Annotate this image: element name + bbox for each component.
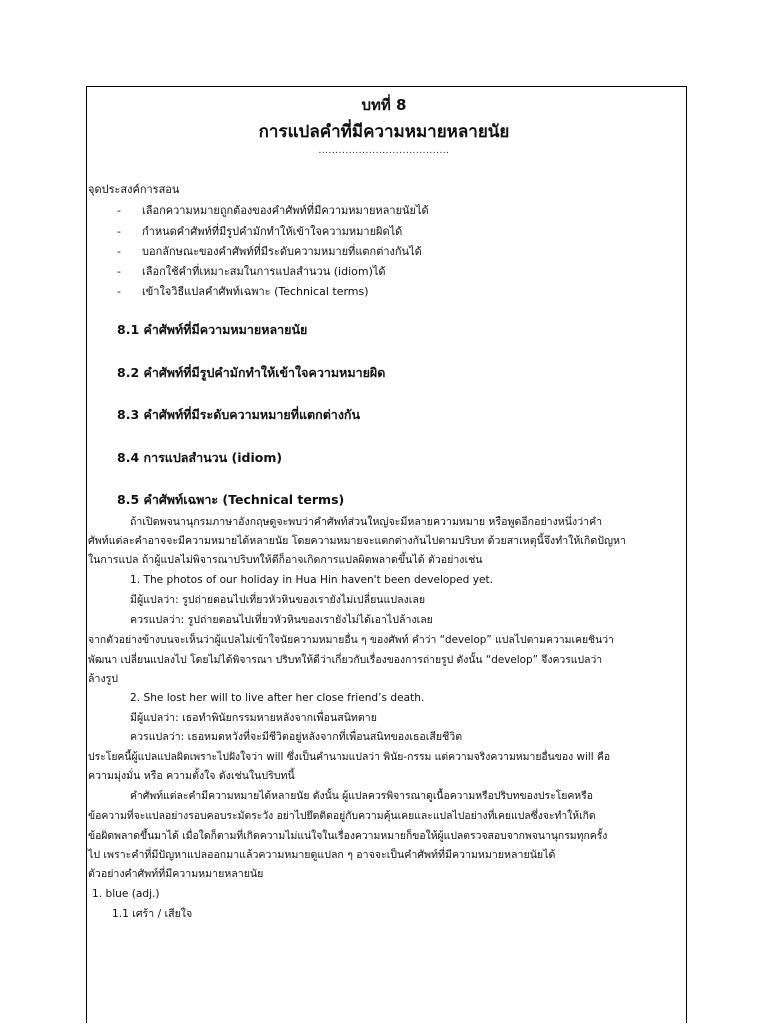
body-line: จากตัวอย่างข้างบนจะเห็นว่าผู้แปลไม่เข้าใจนัยความหมายอื่น ๆ ของศัพท์ คำว่า “develop” แปลไปตามความเคยชินว่า xyxy=(88,634,614,646)
objective-item: บอกลักษณะของคำศัพท์ที่มีระดับความหมายที่แตกต่างกันได้ xyxy=(142,245,422,258)
chapter-number: บทที่ 8 xyxy=(361,96,407,114)
section-heading-8-1: 8.1 คำศัพท์ที่มีความหมายหลายนัย xyxy=(117,322,308,337)
body-line: ไป เพราะคำที่มีปัญหาแปลออกมาแล้วความหมายดูแปลก ๆ อาจจะเป็นคำศัพท์ที่มีความหมายหลายนัยได้ xyxy=(88,849,556,861)
body-line: ถ้าเปิดพจนานุกรมภาษาอังกฤษดูจะพบว่าคำศัพท์ส่วนใหญ่จะมีหลายความหมาย หรือพูดอีกอย่างหนึ่งว่าคำ xyxy=(130,516,603,528)
wrong-translation-1: มีผู้แปลว่า: รูปถ่ายตอนไปเที่ยวหัวหินของเรายังไม่เปลี่ยนแปลงเลย xyxy=(130,594,426,606)
body-line: ความมุ่งมั่น หรือ ความตั้งใจ ดังเช่นในปริบทนี้ xyxy=(88,770,295,782)
body-line: พัฒนา เปลี่ยนแปลงไป โดยไม่ได้พิจารณา ปริบทให้ดีว่าเกี่ยวกับเรื่องของการถ่ายรูป ดังนั้น “develop” จึงควรแปลว่า xyxy=(88,654,603,666)
bullet-dash: - xyxy=(117,245,121,258)
body-line: ข้อความที่จะแปลอย่างรอบคอบระมัดระวัง อย่าไปยึดติดอยู่กับความคุ้นเคยและแปลไปอย่างที่เคยแปลซึ่งจะทำให้เกิด xyxy=(88,810,596,822)
section-heading-8-4: 8.4 การแปลสำนวน (idiom) xyxy=(117,450,283,465)
wrong-translation-2: มีผู้แปลว่า: เธอทำพินัยกรรมหายหลังจากเพื่อนสนิทตาย xyxy=(130,712,377,724)
bullet-dash: - xyxy=(117,285,121,298)
chapter-title: การแปลคำที่มีความหมายหลายนัย xyxy=(258,122,510,142)
section-heading-8-5: 8.5 คำศัพท์เฉพาะ (Technical terms) xyxy=(117,492,345,507)
body-line: คำศัพท์แต่ละคำมีความหมายได้หลายนัย ดังนั้น ผู้แปลควรพิจารณาดูเนื้อความหรือปริบทของประโยคหรือ xyxy=(130,790,593,802)
word-entry: 1. blue (adj.) xyxy=(92,888,160,900)
bullet-dash: - xyxy=(117,225,121,238)
example-sentence-2: 2. She lost her will to live after her close friend’s death. xyxy=(130,692,425,704)
body-line: ล้างรูป xyxy=(88,673,119,685)
title-separator: ....................................... xyxy=(318,146,450,156)
body-line: ในการแปล ถ้าผู้แปลไม่พิจารณาปริบทให้ดีก็อาจเกิดการแปลผิดพลาดขึ้นได้ ตัวอย่างเช่น xyxy=(88,554,483,566)
bullet-dash: - xyxy=(117,265,121,278)
word-sense: 1.1 เศร้า / เสียใจ xyxy=(112,908,193,920)
objective-item: เข้าใจวิธีแปลคำศัพท์เฉพาะ (Technical terms) xyxy=(142,285,369,298)
objective-item: เลือกความหมายถูกต้องของคำศัพท์ที่มีความหมายหลายนัยได้ xyxy=(142,204,429,217)
section-heading-8-2: 8.2 คำศัพท์ที่มีรูปคำมักทำให้เข้าใจความหมายผิด xyxy=(117,365,386,380)
body-line: ประโยคนี้ผู้แปลแปลผิดเพราะไปฝังใจว่า will ซึ่งเป็นคำนามแปลว่า พินัย-กรรม แต่ความจริงความหมายอื่นของ will คือ xyxy=(88,751,611,763)
body-line: ศัพท์แต่ละคำอาจจะมีความหมายได้หลายนัย โดยความหมายจะแตกต่างกันไปตามปริบท ด้วยสาเหตุนี้จึงทำให้เกิดปัญหา xyxy=(88,535,626,547)
right-translation-1: ควรแปลว่า: รูปถ่ายตอนไปเที่ยวหัวหินของเรายังไม่ได้เอาไปล้างเลย xyxy=(130,614,433,626)
objective-item: เลือกใช้คำที่เหมาะสมในการแปลสำนวน (idiom)ได้ xyxy=(142,265,386,278)
body-line: ข้อผิดพลาดขึ้นมาได้ เมื่อใดก็ตามที่เกิดความไม่แน่ใจในเรื่องความหมายก็ขอให้ผู้แปลตรวจสอบจากพจนานุกรมทุกครั้ง xyxy=(88,830,608,842)
section-heading-8-3: 8.3 คำศัพท์ที่มีระดับความหมายที่แตกต่างกัน xyxy=(117,407,361,422)
objective-item: กำหนดคำศัพท์ที่มีรูปคำมักทำให้เข้าใจความหมายผิดได้ xyxy=(142,225,403,238)
bullet-dash: - xyxy=(117,204,121,217)
objectives-heading: จุดประสงค์การสอน xyxy=(88,183,180,196)
example-sentence-1: 1. The photos of our holiday in Hua Hin haven't been developed yet. xyxy=(130,574,494,586)
right-translation-2: ควรแปลว่า: เธอหมดหวังที่จะมีชีวิตอยู่หลังจากที่เพื่อนสนิทของเธอเสียชีวิต xyxy=(130,731,463,743)
example-list-heading: ตัวอย่างคำศัพท์ที่มีความหมายหลายนัย xyxy=(88,868,264,880)
